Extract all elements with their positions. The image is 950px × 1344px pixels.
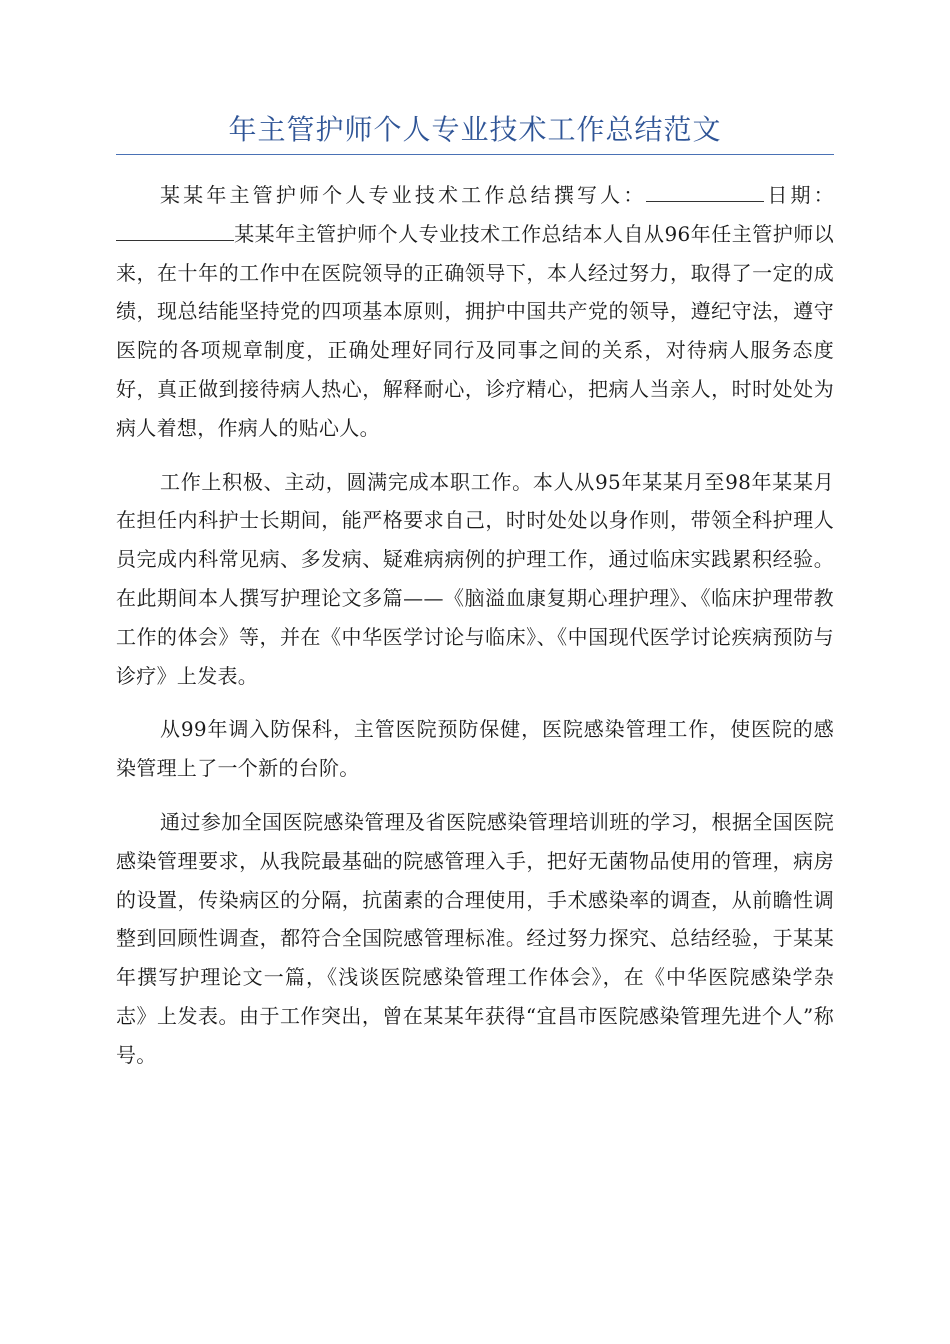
body-paragraph: 通过参加全国医院感染管理及省医院感染管理培训班的学习，根据全国医院感染管理要求，从我院最基础的院感管理入手，把好无菌物品使用的管理，病房的设置，传染病区的分隔，抗菌素的合理使用，手术感染率的调查，从前瞻性调整到回顾性调查，都符合全国院感管理标准。经过努力探究、总结经验，于某某年撰写护理论文一篇，《浅谈医院感染管理工作体会》，在《中华医院感染学杂志》上发表。由于工作突出，曾在某某年获得“宜昌市医院感染管理先进个人”称号。 [116,809,834,1067]
author-blank [646,183,764,202]
date-label: 日期： [764,183,834,207]
document-body [116,176,834,1090]
intro-paragraph [116,176,834,448]
title-underline [116,154,834,155]
body-paragraph: 工作上积极、主动，圆满完成本职工作。本人从95年某某月至98年某某月在担任内科护士长期间，能严格要求自己，时时处处以身作则，带领全科护理人员完成内科常见病、多发病、疑难病病例的护理工作，通过临床实践累积经验。在此期间本人撰写护理论文多篇——《脑溢血康复期心理护理》、《临床护理带教工作的体会》等，并在《中华医学讨论与临床》、《中国现代医学讨论疾病预防与诊疗》上发表。 [116,469,834,688]
author-label: 某某年主管护师个人专业技术工作总结撰写人： [160,183,647,207]
document-title: 年主管护师个人专业技术工作总结范文 [228,113,722,146]
date-blank [116,222,234,241]
intro-body: 某某年主管护师个人专业技术工作总结本人自从96年任主管护师以来，在十年的工作中在医院领导的正确领导下，本人经过努力，取得了一定的成绩，现总结能坚持党的四项基本原则，拥护中国共产党的领导，遵纪守法，遵守医院的各项规章制度，正确处理好同行及同事之间的关系，对待病人服务态度好，真正做到接待病人热心，解释耐心，诊疗精心，把病人当亲人，时时处处为病人着想，作病人的贴心人。 [116,221,834,440]
body-paragraph: 从99年调入防保科，主管医院预防保健，医院感染管理工作，使医院的感染管理上了一个新的台阶。 [116,717,834,781]
